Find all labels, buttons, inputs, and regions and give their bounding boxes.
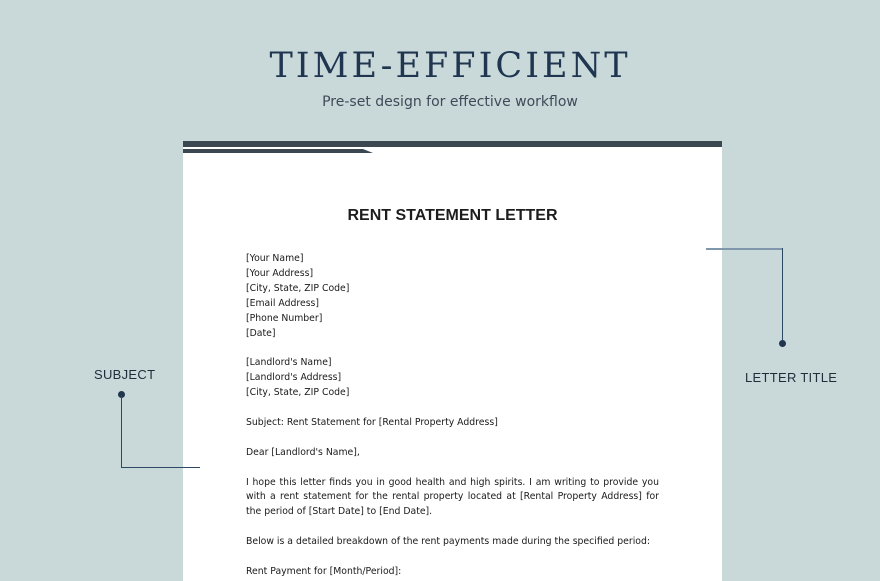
document-accent-bar xyxy=(183,149,373,153)
subject-annotation-line-horizontal xyxy=(121,467,200,468)
title-annotation-line-horizontal xyxy=(706,248,783,250)
title-annotation-line-vertical xyxy=(782,248,783,344)
sender-phone: [Phone Number] xyxy=(246,312,323,324)
title-annotation-label: LETTER TITLE xyxy=(745,370,838,385)
sender-city: [City, State, ZIP Code] xyxy=(246,282,350,294)
sender-name: [Your Name] xyxy=(246,253,304,264)
recipient-city: [City, State, ZIP Code] xyxy=(246,387,350,399)
letter-date: [Date] xyxy=(246,327,276,339)
subject-annotation-label: SUBJECT xyxy=(94,367,156,382)
body-paragraph-2: Below is a detailed breakdown of the rent payments made during the specified period: xyxy=(246,536,651,548)
sender-address: [Your Address] xyxy=(246,267,314,279)
greeting: Dear [Landlord's Name], xyxy=(246,446,360,458)
document-top-bar xyxy=(183,141,722,147)
subject-annotation-line-vertical xyxy=(121,395,122,468)
body-paragraph-1: I hope this letter finds you in good health and high spirits. I am writing to provide you with a rent statement for the rental property located at [Rental Property Address] for the period of [Start Date] to [End Date]. xyxy=(246,476,659,518)
sender-email: [Email Address] xyxy=(246,297,320,309)
hero-title: TIME-EFFICIENT xyxy=(269,46,631,86)
hero-subtitle: Pre-set design for effective workflow xyxy=(322,94,578,110)
document-preview xyxy=(183,141,722,581)
document-body xyxy=(246,252,659,580)
title-annotation-dot xyxy=(779,340,786,347)
rent-payment-line: Rent Payment for [Month/Period]: xyxy=(246,565,402,577)
document-title: RENT STATEMENT LETTER xyxy=(347,207,558,224)
recipient-name: [Landlord's Name] xyxy=(246,357,332,369)
subject-line: Subject: Rent Statement for [Rental Property Address] xyxy=(246,416,498,428)
recipient-address: [Landlord's Address] xyxy=(246,372,342,384)
